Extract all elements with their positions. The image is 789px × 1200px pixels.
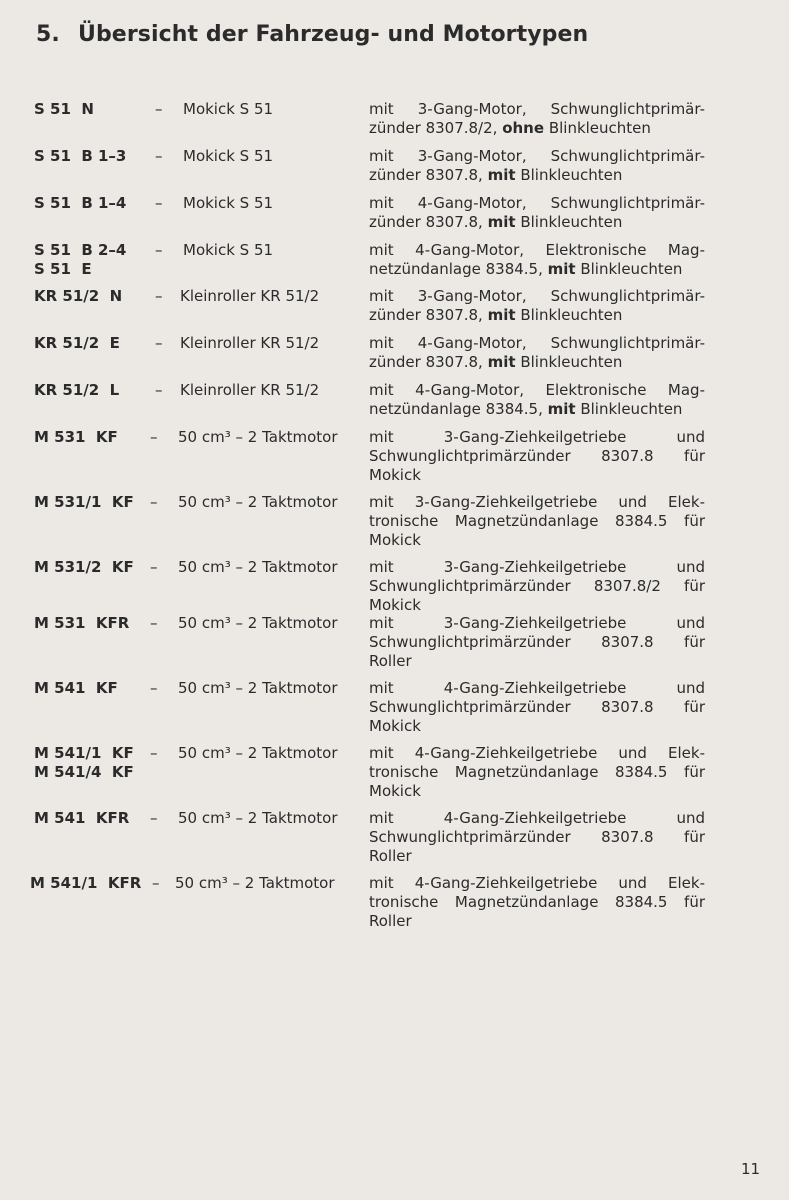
description-line <box>369 166 705 185</box>
description-text: zünder 8307.8, <box>369 353 488 371</box>
description-emphasis: mit <box>487 213 516 231</box>
vehicle-type <box>178 744 338 763</box>
description-text: netzündanlage 8384.5, <box>369 260 548 278</box>
type-code <box>30 874 141 893</box>
type-code <box>34 100 94 119</box>
separator-dash: – <box>155 381 163 399</box>
type-code-line: M 541/1 KFR <box>30 874 142 892</box>
separator-dash: – <box>155 287 163 305</box>
separator-dash: – <box>150 493 158 511</box>
type-code <box>34 334 120 353</box>
table-row <box>0 147 789 187</box>
type-code-line: S 51 B 1–3 <box>34 147 127 165</box>
description <box>369 809 705 866</box>
description-text: Blinkleuchten <box>544 119 651 137</box>
description-line <box>369 353 705 372</box>
separator-dash: – <box>150 679 158 697</box>
description-text: Blinkleuchten <box>515 353 623 371</box>
description <box>369 428 705 485</box>
table-row <box>0 428 789 488</box>
description-line: mit 3-Gang-Ziehkeilgetriebe und <box>369 614 705 632</box>
type-code-line: M 531/1 KF <box>34 493 134 511</box>
type-code-line: M 531 KFR <box>34 614 130 632</box>
description-line: Schwunglichtprimärzünder 8307.8 für <box>369 828 705 846</box>
description-line: Schwunglichtprimärzünder 8307.8/2 für <box>369 577 705 595</box>
vehicle-type-text: 50 cm³ – 2 Taktmotor <box>178 679 338 697</box>
vehicle-type-text: 50 cm³ – 2 Taktmotor <box>178 809 338 827</box>
description-line: Mokick <box>369 466 421 484</box>
description-line: Mokick <box>369 596 421 614</box>
vehicle-type-text: 50 cm³ – 2 Taktmotor <box>178 558 338 576</box>
type-code <box>34 809 129 828</box>
vehicle-type: Kleinroller KR 51/2 <box>180 381 320 399</box>
vehicle-type <box>178 493 338 512</box>
description-line <box>369 306 705 325</box>
description-text: Blinkleuchten <box>515 306 623 324</box>
description-line: mit 4-Gang-Ziehkeilgetriebe und <box>369 809 705 827</box>
description-line: mit 4-Gang-Motor, Elektronische Mag- <box>369 241 705 259</box>
type-code-line: M 531 KF <box>34 428 118 446</box>
vehicle-type <box>178 614 338 633</box>
vehicle-type <box>178 809 338 828</box>
type-code <box>34 287 122 306</box>
type-code <box>34 381 119 400</box>
description-line: mit 4-Gang-Ziehkeilgetriebe und Elek- <box>369 744 705 762</box>
vehicle-type: Kleinroller KR 51/2 <box>180 334 320 352</box>
description <box>369 614 705 671</box>
separator-dash: – <box>155 194 163 212</box>
type-code-line: KR 51/2 N <box>34 287 123 305</box>
table-row <box>0 493 789 553</box>
separator-dash: – <box>155 241 163 259</box>
type-code <box>34 679 118 698</box>
description-emphasis: mit <box>547 400 576 418</box>
description-line: mit 4-Gang-Ziehkeilgetriebe und Elek- <box>369 874 705 892</box>
description-emphasis: mit <box>547 260 576 278</box>
description-line: Roller <box>369 912 412 930</box>
description-line: mit 3-Gang-Motor, Schwunglichtprimär- <box>369 287 705 305</box>
type-code-line: S 51 B 2–4 <box>34 241 127 259</box>
description-line: Mokick <box>369 717 421 735</box>
description-line: mit 3-Gang-Ziehkeilgetriebe und <box>369 558 705 576</box>
description-line <box>369 260 705 279</box>
description-line: tronische Magnetzündanlage 8384.5 für <box>369 893 705 911</box>
vehicle-type <box>178 428 338 447</box>
description-text: zünder 8307.8, <box>369 166 488 184</box>
description-text: zünder 8307.8/2, <box>369 119 503 137</box>
separator-dash: – <box>150 428 158 446</box>
description-line <box>369 400 705 419</box>
description-line: Roller <box>369 847 412 865</box>
description-line: mit 4-Gang-Ziehkeilgetriebe und <box>369 679 705 697</box>
table-row <box>0 679 789 739</box>
description-text: Blinkleuchten <box>515 213 623 231</box>
description <box>369 679 705 736</box>
description-text: zünder 8307.8, <box>369 213 488 231</box>
description-emphasis: mit <box>487 306 516 324</box>
table-row <box>0 558 789 618</box>
type-code-line: S 51 N <box>34 100 94 118</box>
description <box>369 194 705 232</box>
type-code-line: KR 51/2 E <box>34 334 120 352</box>
section-number: 5. <box>36 22 60 47</box>
description <box>369 241 705 279</box>
description <box>369 874 705 931</box>
description-line: mit 4-Gang-Motor, Schwunglichtprimär- <box>369 194 705 212</box>
description-line <box>369 213 705 232</box>
table-row <box>0 334 789 374</box>
vehicle-type <box>178 558 338 577</box>
description-line <box>369 119 705 138</box>
type-code <box>34 147 126 166</box>
description-line: Schwunglichtprimärzünder 8307.8 für <box>369 447 705 465</box>
separator-dash: – <box>150 744 158 762</box>
vehicle-type-text: 50 cm³ – 2 Taktmotor <box>178 428 338 446</box>
description-emphasis: mit <box>487 166 516 184</box>
vehicle-type-text: 50 cm³ – 2 Taktmotor <box>178 614 338 632</box>
vehicle-type-text: 50 cm³ – 2 Taktmotor <box>175 874 335 892</box>
vehicle-type: Mokick S 51 <box>183 194 274 212</box>
type-code-line: KR 51/2 L <box>34 381 120 399</box>
type-code <box>34 241 126 279</box>
description-line: tronische Magnetzündanlage 8384.5 für <box>369 763 705 781</box>
table-row <box>0 381 789 421</box>
section-title: Übersicht der Fahrzeug- und Motortypen <box>78 22 589 47</box>
separator-dash: – <box>150 809 158 827</box>
separator-dash: – <box>155 334 163 352</box>
vehicle-type: Kleinroller KR 51/2 <box>180 287 320 305</box>
type-code <box>34 744 134 782</box>
description-text: Blinkleuchten <box>515 166 623 184</box>
type-code <box>34 558 134 577</box>
type-code-line: S 51 B 1–4 <box>34 194 127 212</box>
table-row <box>0 614 789 674</box>
separator-dash: – <box>152 874 160 892</box>
type-code <box>34 614 129 633</box>
description-emphasis: ohne <box>502 119 545 137</box>
description <box>369 493 705 550</box>
description <box>369 334 705 372</box>
description-line: Schwunglichtprimärzünder 8307.8 für <box>369 633 705 651</box>
table-row <box>0 874 789 934</box>
description <box>369 744 705 801</box>
type-code-line: M 541/1 KF <box>34 744 134 762</box>
description-line: tronische Magnetzündanlage 8384.5 für <box>369 512 705 530</box>
separator-dash: – <box>155 147 163 165</box>
type-code-line: M 541 KFR <box>34 809 130 827</box>
description-text: netzündanlage 8384.5, <box>369 400 548 418</box>
description <box>369 100 705 138</box>
description-line: mit 3-Gang-Ziehkeilgetriebe und <box>369 428 705 446</box>
description-line: Mokick <box>369 531 421 549</box>
type-code <box>34 194 126 213</box>
description-line: mit 3-Gang-Motor, Schwunglichtprimär- <box>369 100 705 118</box>
description-line: mit 3-Gang-Motor, Schwunglichtprimär- <box>369 147 705 165</box>
type-code-line: M 541 KF <box>34 679 118 697</box>
vehicle-type <box>175 874 335 893</box>
type-code <box>34 493 134 512</box>
description-text: Blinkleuchten <box>575 400 683 418</box>
description <box>369 558 705 615</box>
vehicle-type-text: 50 cm³ – 2 Taktmotor <box>178 493 338 511</box>
separator-dash: – <box>155 100 163 118</box>
description-line: mit 4-Gang-Motor, Elektronische Mag- <box>369 381 705 399</box>
table-row <box>0 287 789 327</box>
table-row <box>0 241 789 281</box>
description <box>369 147 705 185</box>
description-line: Roller <box>369 652 412 670</box>
table-row <box>0 100 789 140</box>
type-code-line: S 51 E <box>34 260 92 278</box>
description-line: mit 3-Gang-Ziehkeilgetriebe und Elek- <box>369 493 705 511</box>
section-heading <box>36 22 588 47</box>
type-code-line: M 531/2 KF <box>34 558 134 576</box>
description-line: Schwunglichtprimärzünder 8307.8 für <box>369 698 705 716</box>
type-code-line: M 541/4 KF <box>34 763 134 781</box>
description-text: zünder 8307.8, <box>369 306 488 324</box>
vehicle-type: Mokick S 51 <box>183 100 274 118</box>
table-row <box>0 194 789 234</box>
description-line: mit 4-Gang-Motor, Schwunglichtprimär- <box>369 334 705 352</box>
table-row <box>0 744 789 804</box>
description-emphasis: mit <box>487 353 516 371</box>
type-code <box>34 428 118 447</box>
vehicle-type: Mokick S 51 <box>183 147 274 165</box>
vehicle-type-text: 50 cm³ – 2 Taktmotor <box>178 744 338 762</box>
vehicle-type <box>178 679 338 698</box>
table-row <box>0 809 789 869</box>
separator-dash: – <box>150 614 158 632</box>
separator-dash: – <box>150 558 158 576</box>
page-number: 11 <box>741 1160 761 1178</box>
description-line: Mokick <box>369 782 421 800</box>
description <box>369 287 705 325</box>
description-text: Blinkleuchten <box>575 260 683 278</box>
vehicle-type: Mokick S 51 <box>183 241 274 259</box>
description <box>369 381 705 419</box>
